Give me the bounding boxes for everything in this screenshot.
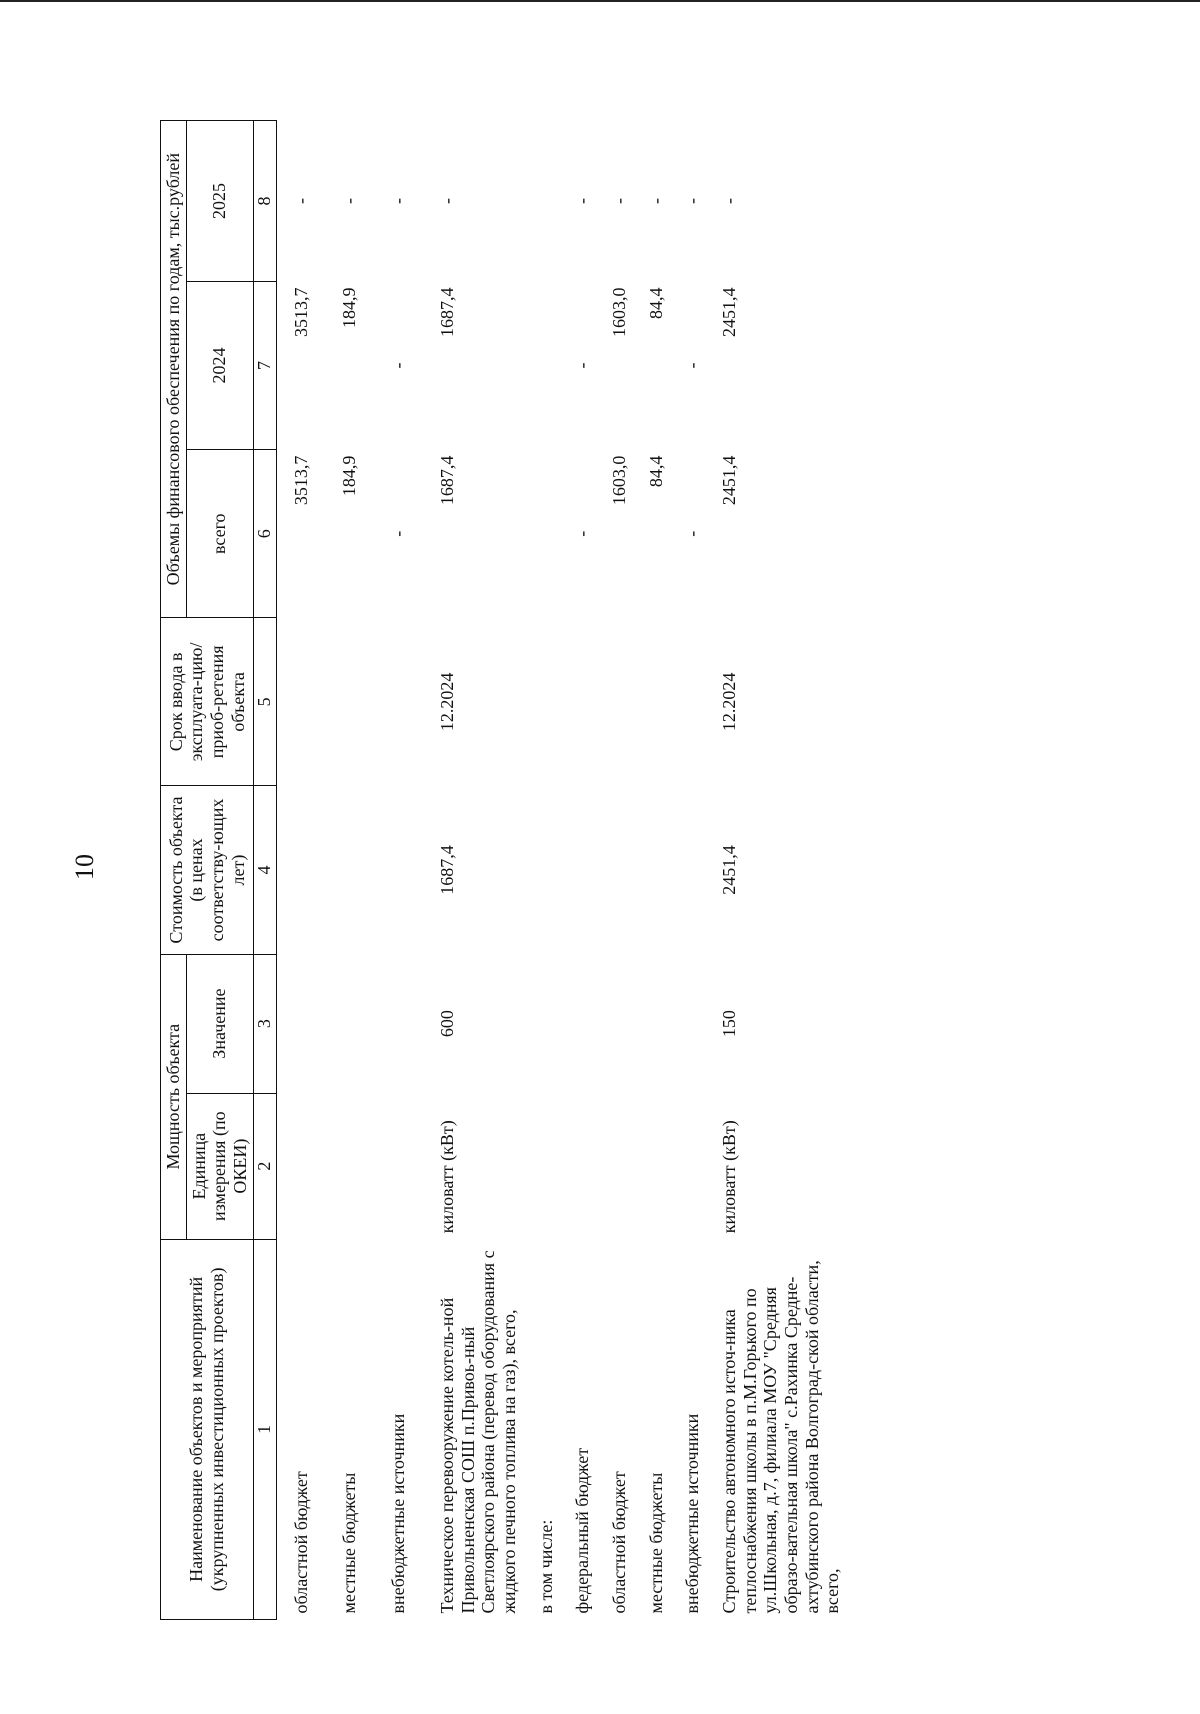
column-number: 2 (253, 1093, 276, 1239)
column-number: 4 (253, 786, 276, 954)
row-2024: 184,9 (339, 287, 360, 328)
table-row (276, 121, 313, 1620)
row-2024: 3513,7 (290, 287, 311, 337)
header-finance: Объемы финансового обеспечения по годам, тыс.рублей (161, 121, 187, 618)
header-year-2025: 2025 (186, 121, 253, 282)
row-2024: - (388, 362, 409, 369)
row-2024: - (572, 362, 593, 369)
row-cost (362, 786, 411, 954)
header-object-name: Наименование объектов и мероприятий (укрупненных инвестиционных проектов) (161, 1239, 254, 1619)
header-value: Значение (186, 954, 253, 1093)
row-value (276, 954, 313, 1093)
row-unit (522, 1093, 559, 1239)
row-value: 150 (719, 1010, 739, 1038)
row-name: местные бюджеты (339, 1472, 360, 1614)
row-2024: 1687,4 (436, 287, 457, 337)
column-number: 5 (253, 618, 276, 786)
row-total: 2451,4 (719, 455, 739, 506)
rotated-table-area (160, 120, 1180, 1620)
row-unit: киловатт (кВт) (719, 1120, 739, 1234)
row-term (668, 618, 705, 786)
row-total (522, 450, 559, 618)
row-2025: - (572, 197, 593, 204)
row-term (595, 618, 632, 786)
row-value (632, 954, 669, 1093)
row-cost (595, 786, 632, 954)
row-name: Строительство автономного источ-ника теплоснабжения школы в п.М.Горького по ул.Школьная, д.7, филиала МОУ "Средняя образо-вательная школа" с.Рахинка Средне-ахтубинского района Волгоград-ской области, всего, (719, 1260, 843, 1614)
row-cost (313, 786, 362, 954)
row-name: областной бюджет (608, 1471, 629, 1614)
row-term (632, 618, 669, 786)
row-2025: - (608, 197, 629, 204)
row-2025: - (719, 197, 739, 204)
row-term: 12.2024 (719, 672, 739, 732)
row-cost (558, 786, 595, 954)
table-row (558, 121, 595, 1620)
row-2024: - (682, 362, 703, 369)
table-row (595, 121, 632, 1620)
table-row (362, 121, 411, 1620)
scan-edge (0, 0, 1200, 2)
row-term (276, 618, 313, 786)
row-total: - (572, 530, 593, 537)
header-total: всего (186, 450, 253, 618)
row-name: местные бюджеты (645, 1472, 666, 1614)
row-term (522, 618, 559, 786)
row-cost (668, 786, 705, 954)
table-row (668, 121, 705, 1620)
header-unit: Единица измерения (по ОКЕИ) (186, 1093, 253, 1239)
row-2025: - (682, 197, 703, 204)
row-total: 84,4 (645, 455, 666, 488)
column-number: 3 (253, 954, 276, 1093)
row-2024 (522, 281, 559, 449)
row-name: в том числе: (535, 1519, 556, 1614)
row-name: внебюджетные источники (388, 1413, 409, 1614)
header-power: Мощность объекта (161, 954, 187, 1239)
row-2024: 84,4 (645, 287, 666, 319)
table-row (411, 121, 522, 1620)
table-row (705, 121, 845, 1620)
finance-table (160, 120, 845, 1620)
row-term: 12.2024 (436, 672, 457, 732)
row-value: 600 (436, 1010, 457, 1038)
row-term (362, 618, 411, 786)
row-unit (313, 1093, 362, 1239)
row-name: областной бюджет (290, 1471, 311, 1614)
row-total: - (388, 530, 409, 537)
header-cost: Стоимость объекта (в ценах соответству-ющих лет) (161, 786, 254, 954)
row-name: Техническое перевооружение котель-ной Привольненская СОШ п.Привоь-ный Светлоярского района (перевод оборудования с жидкого печного топлива на газ), всего, (436, 1250, 519, 1614)
column-number: 7 (253, 281, 276, 449)
row-cost: 2451,4 (719, 845, 739, 895)
row-name: федеральный бюджет (572, 1447, 593, 1614)
row-unit (668, 1093, 705, 1239)
row-unit (558, 1093, 595, 1239)
row-unit (632, 1093, 669, 1239)
row-cost (276, 786, 313, 954)
row-value (313, 954, 362, 1093)
row-unit (276, 1093, 313, 1239)
row-cost (522, 786, 559, 954)
table-row (522, 121, 559, 1620)
table-row (632, 121, 669, 1620)
row-cost: 1687,4 (436, 845, 457, 895)
row-total: 1603,0 (608, 455, 629, 506)
row-2024: 1603,0 (608, 287, 629, 337)
row-total: 3513,7 (290, 455, 311, 506)
row-2025 (522, 121, 559, 282)
row-value (668, 954, 705, 1093)
row-term (313, 618, 362, 786)
header-term: Срок ввода в эксплуата-цию/приоб-ретения объекта (161, 618, 254, 786)
row-cost (632, 786, 669, 954)
row-unit (362, 1093, 411, 1239)
row-2024: 2451,4 (719, 287, 739, 337)
page-number: 10 (70, 854, 99, 880)
row-value (595, 954, 632, 1093)
row-2025: - (436, 197, 457, 204)
row-total: 1687,4 (436, 455, 457, 506)
header-year-2024: 2024 (186, 281, 253, 449)
row-value (362, 954, 411, 1093)
row-unit: киловатт (кВт) (436, 1120, 457, 1234)
column-number: 8 (253, 121, 276, 282)
column-number: 6 (253, 450, 276, 618)
row-2025: - (645, 197, 666, 204)
row-total: - (682, 530, 703, 537)
row-unit (595, 1093, 632, 1239)
row-term (558, 618, 595, 786)
table-row (313, 121, 362, 1620)
row-value (558, 954, 595, 1093)
row-2025: - (339, 197, 360, 204)
row-name: внебюджетные источники (682, 1413, 703, 1614)
row-value (522, 954, 559, 1093)
row-total: 184,9 (339, 455, 360, 497)
row-2025: - (388, 197, 409, 204)
column-number: 1 (253, 1239, 276, 1619)
row-2025: - (290, 197, 311, 204)
